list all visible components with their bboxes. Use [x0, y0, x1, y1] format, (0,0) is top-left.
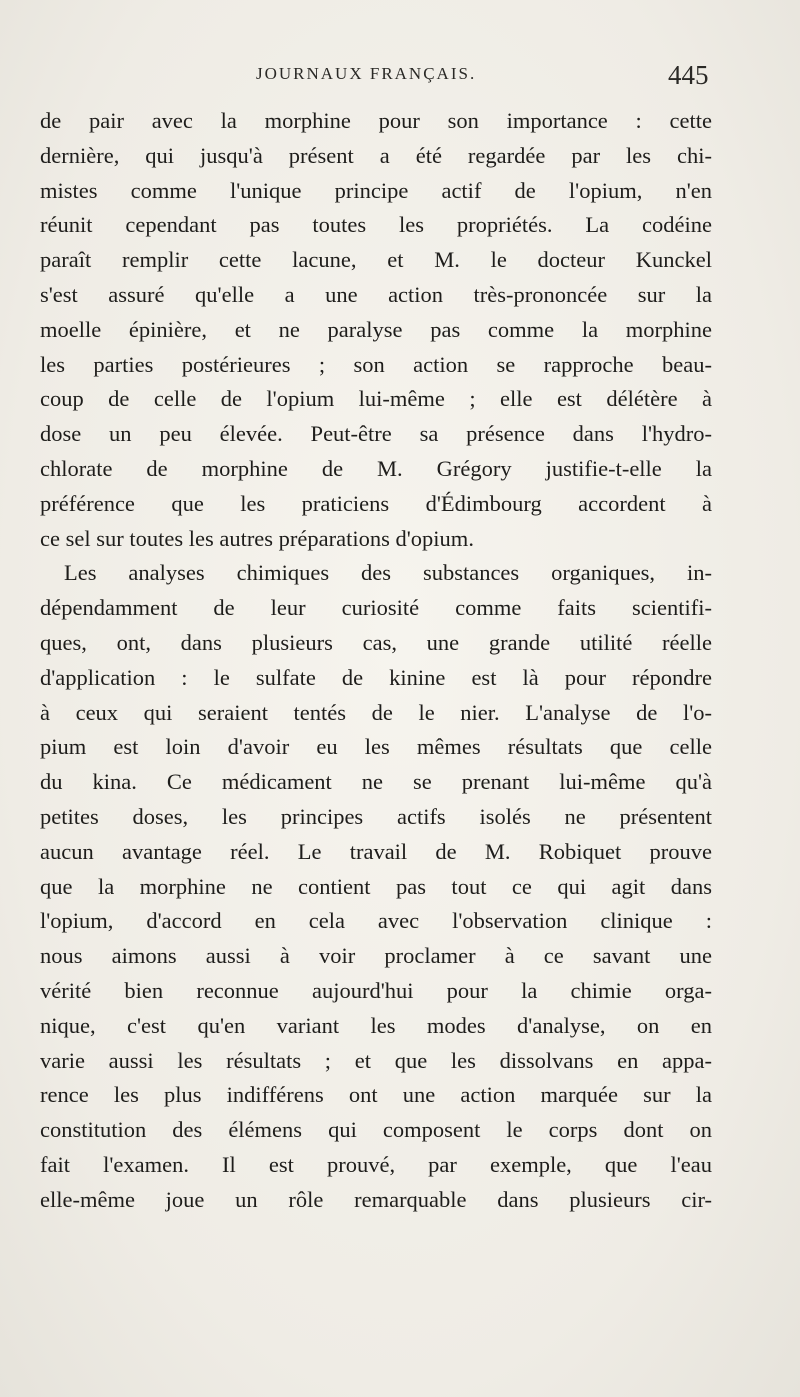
text-line: fait l'examen. Il est prouvé, par exemple, que l'eau	[40, 1151, 712, 1177]
text-line: coup de celle de l'opium lui-même ; elle est délétère à	[40, 386, 712, 412]
text-line: chlorate de morphine de M. Grégory justifie-t-elle la	[40, 455, 712, 481]
text-line: Les analyses chimiques des substances organiques, in-	[64, 560, 712, 586]
text-line: préférence que les praticiens d'Édimbourg accordent à	[40, 490, 712, 516]
text-line: aucun avantage réel. Le travail de M. Robiquet prouve	[40, 838, 712, 864]
text-line: à ceux qui seraient tentés de le nier. L'analyse de l'o-	[40, 699, 712, 725]
text-line: petites doses, les principes actifs isolés ne présentent	[40, 803, 712, 829]
text-line: varie aussi les résultats ; et que les dissolvans en appa-	[40, 1047, 712, 1073]
text-line: ques, ont, dans plusieurs cas, une grande utilité réelle	[40, 629, 712, 655]
text-line: ce sel sur toutes les autres préparations d'opium.	[40, 525, 474, 551]
text-line: dose un peu élevée. Peut-être sa présence dans l'hydro-	[40, 421, 712, 447]
text-line: mistes comme l'unique principe actif de l'opium, n'en	[40, 177, 712, 203]
text-line: constitution des élémens qui composent le corps dont on	[40, 1117, 712, 1143]
text-line: d'application : le sulfate de kinine est là pour répondre	[40, 664, 712, 690]
text-line: du kina. Ce médicament ne se prenant lui-même qu'à	[40, 769, 712, 795]
text-line: que la morphine ne contient pas tout ce qui agit dans	[40, 873, 712, 899]
body-text	[40, 104, 712, 1218]
text-line: l'opium, d'accord en cela avec l'observation clinique :	[40, 908, 712, 934]
text-line: moelle épinière, et ne paralyse pas comme la morphine	[40, 316, 712, 342]
text-line: de pair avec la morphine pour son importance : cette	[40, 108, 712, 133]
text-line: paraît remplir cette lacune, et M. le docteur Kunckel	[40, 247, 712, 273]
text-line: pium est loin d'avoir eu les mêmes résultats que celle	[40, 734, 712, 760]
paragraph-1	[40, 104, 712, 556]
text-line: nous aimons aussi à voir proclamer à ce savant une	[40, 943, 712, 969]
text-line: dernière, qui jusqu'à présent a été regardée par les chi-	[40, 142, 712, 168]
running-title: JOURNAUX FRANÇAIS.	[256, 64, 477, 83]
text-line: s'est assuré qu'elle a une action très-prononcée sur la	[40, 281, 712, 307]
text-line: réunit cependant pas toutes les propriétés. La codéine	[40, 212, 712, 238]
page-number: 445	[668, 60, 709, 90]
text-line: vérité bien reconnue aujourd'hui pour la chimie orga-	[40, 977, 712, 1003]
text-line: rence les plus indifférens ont une action marquée sur la	[40, 1082, 712, 1108]
text-line: elle-même joue un rôle remarquable dans plusieurs cir-	[40, 1186, 712, 1212]
text-line: nique, c'est qu'en variant les modes d'analyse, on en	[40, 1012, 712, 1038]
text-line: les parties postérieures ; son action se rapproche beau-	[40, 351, 712, 377]
paragraph-2	[40, 556, 712, 1217]
running-head	[0, 60, 800, 92]
text-line: dépendamment de leur curiosité comme faits scientifi-	[40, 595, 712, 621]
